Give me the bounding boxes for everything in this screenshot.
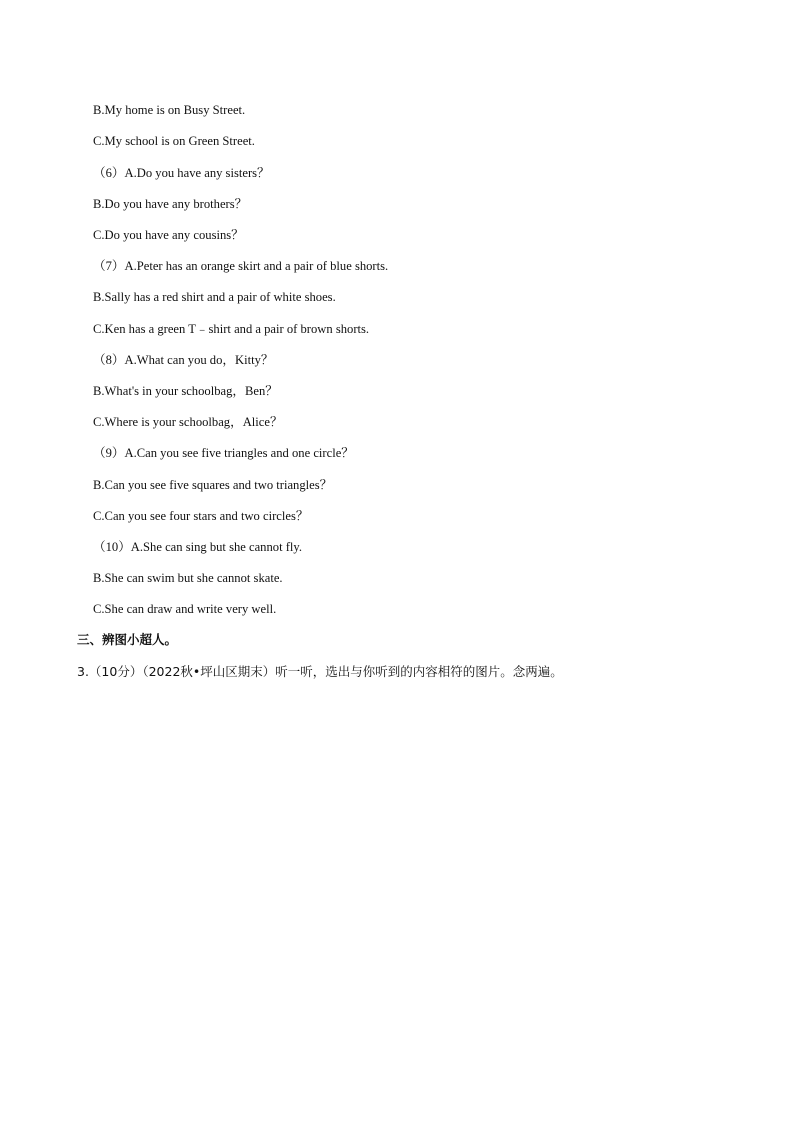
question-7-option-a: （7）A.Peter has an orange skirt and a pair of blue shorts. bbox=[93, 259, 389, 273]
option-10b: B.She can swim but she cannot skate. bbox=[93, 571, 283, 585]
question-9-option-a: （9）A.Can you see five triangles and one circle？ bbox=[93, 446, 354, 460]
option-6b: B.Do you have any brothers？ bbox=[93, 197, 248, 211]
option-9b: B.Can you see five squares and two triangles？ bbox=[93, 478, 333, 492]
option-5b: B.My home is on Busy Street. bbox=[93, 103, 246, 117]
option-5c: C.My school is on Green Street. bbox=[93, 134, 255, 148]
option-6c: C.Do you have any cousins？ bbox=[93, 228, 244, 242]
question-3-prompt: 3.（10分）（2022秋•坪山区期末）听一听，选出与你听到的内容相符的图片。念两遍。 bbox=[77, 664, 563, 679]
option-8b: B.What's in your schoolbag，Ben？ bbox=[93, 384, 278, 398]
question-8-option-a: （8）A.What can you do，Kitty？ bbox=[93, 353, 274, 367]
question-6-option-a: （6）A.Do you have any sisters？ bbox=[93, 166, 270, 180]
option-8c: C.Where is your schoolbag，Alice？ bbox=[93, 415, 283, 429]
option-7c: C.Ken has a green T﹣shirt and a pair of brown shorts. bbox=[93, 322, 370, 336]
option-10c: C.She can draw and write very well. bbox=[93, 602, 277, 616]
question-10-option-a: （10）A.She can sing but she cannot fly. bbox=[93, 540, 303, 554]
option-9c: C.Can you see four stars and two circles？ bbox=[93, 509, 309, 523]
option-7b: B.Sally has a red shirt and a pair of white shoes. bbox=[93, 290, 336, 304]
section-heading: 三、辨图小超人。 bbox=[77, 632, 178, 647]
